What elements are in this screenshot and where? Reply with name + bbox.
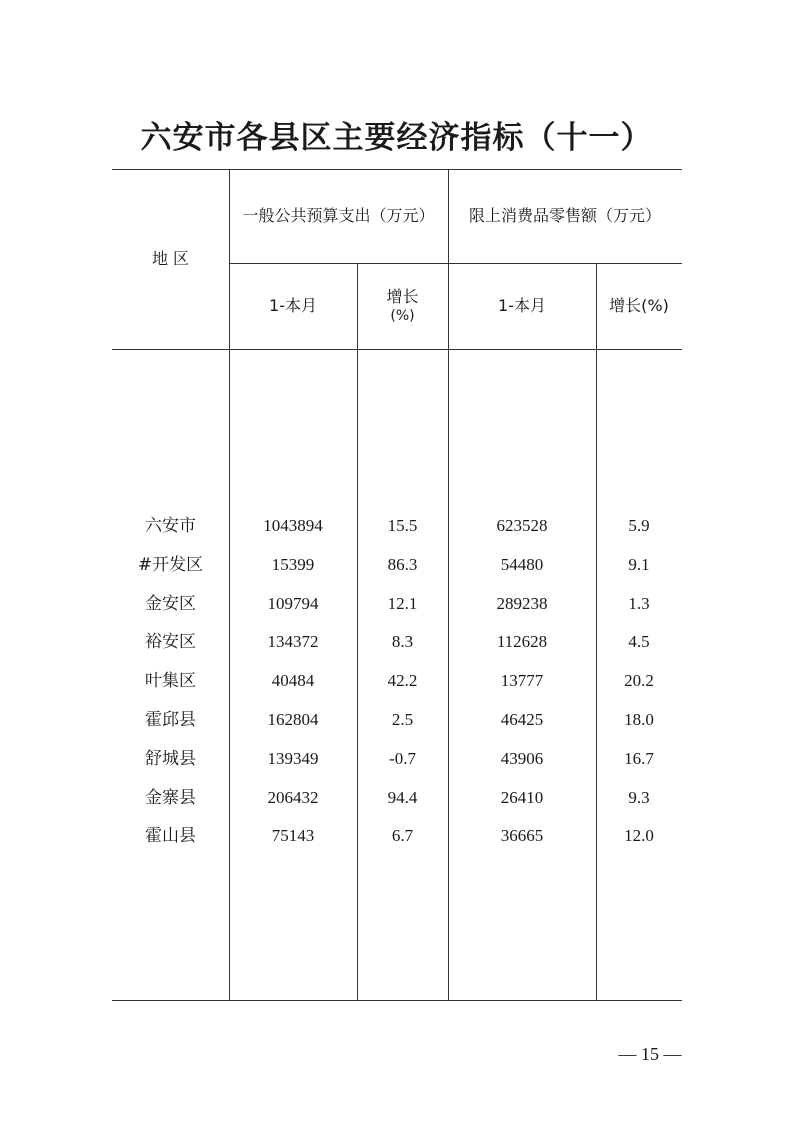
table-row bbox=[0, 745, 793, 773]
cell-region: #开发区 bbox=[137, 554, 204, 575]
cell-budget-growth: 15.5 bbox=[387, 516, 418, 535]
table-row bbox=[0, 667, 793, 695]
header-budget-expenditure: 一般公共预算支出（万元） bbox=[242, 205, 435, 225]
cell-retail-growth: 1.3 bbox=[628, 593, 650, 613]
cell-region: 裕安区 bbox=[145, 632, 196, 653]
cell-retail: 54480 bbox=[500, 554, 544, 574]
cell-budget: 1043894 bbox=[263, 516, 323, 535]
header-budget-ytd: 1-本月 bbox=[269, 295, 317, 315]
cell-retail: 26410 bbox=[500, 787, 544, 807]
table-row bbox=[0, 628, 793, 656]
cell-retail: 112628 bbox=[496, 632, 548, 652]
cell-retail: 46425 bbox=[500, 710, 544, 729]
cell-retail: 623528 bbox=[496, 516, 548, 535]
cell-budget-growth: 86.3 bbox=[387, 554, 418, 574]
cell-retail: 289238 bbox=[496, 593, 548, 613]
cell-budget-growth: 6.7 bbox=[391, 826, 414, 846]
header-retail-ytd: 1-本月 bbox=[498, 295, 546, 315]
table-row bbox=[0, 551, 793, 579]
header-region: 地 区 bbox=[151, 248, 190, 268]
cell-budget-growth: -0.7 bbox=[389, 748, 416, 768]
cell-region: 叶集区 bbox=[145, 671, 196, 692]
cell-region: 金寨县 bbox=[145, 787, 196, 808]
cell-budget: 206432 bbox=[267, 787, 319, 807]
cell-budget-growth: 2.5 bbox=[391, 710, 414, 729]
cell-budget: 162804 bbox=[267, 710, 319, 729]
cell-budget-growth: 94.4 bbox=[387, 787, 418, 807]
cell-region: 霍邱县 bbox=[145, 710, 196, 730]
cell-retail-growth: 5.9 bbox=[628, 516, 650, 535]
cell-budget: 15399 bbox=[271, 554, 315, 574]
cell-budget: 109794 bbox=[267, 593, 319, 613]
header-retail-sales: 限上消费品零售额（万元） bbox=[468, 205, 661, 225]
cell-retail: 13777 bbox=[500, 671, 544, 691]
cell-retail: 43906 bbox=[500, 748, 544, 768]
table-row bbox=[0, 706, 793, 734]
cell-budget: 134372 bbox=[267, 632, 319, 652]
cell-budget: 75143 bbox=[271, 826, 315, 846]
cell-retail-growth: 9.1 bbox=[628, 554, 650, 574]
cell-budget-growth: 12.1 bbox=[387, 593, 418, 613]
table-row bbox=[0, 784, 793, 812]
cell-retail: 36665 bbox=[500, 826, 544, 846]
cell-region: 金安区 bbox=[145, 593, 196, 614]
header-retail-growth: 增长(%) bbox=[609, 295, 669, 315]
page-title: 六安市各县区主要经济指标（十一） bbox=[140, 120, 653, 156]
table-row bbox=[0, 512, 793, 540]
header-budget-growth-unit: (%) bbox=[390, 308, 415, 325]
cell-retail-growth: 4.5 bbox=[628, 632, 650, 652]
cell-budget-growth: 42.2 bbox=[387, 671, 418, 691]
page-number: — 15 — bbox=[618, 1044, 682, 1064]
table-row bbox=[0, 822, 793, 850]
cell-region: 舒城县 bbox=[145, 748, 196, 769]
cell-region: 六安市 bbox=[145, 516, 196, 536]
cell-retail-growth: 20.2 bbox=[624, 671, 654, 691]
table-row bbox=[0, 590, 793, 618]
table-bottom-border bbox=[112, 1000, 682, 1001]
cell-budget: 139349 bbox=[267, 748, 319, 768]
cell-region: 霍山县 bbox=[145, 826, 196, 847]
cell-retail-growth: 9.3 bbox=[628, 787, 650, 807]
cell-budget-growth: 8.3 bbox=[391, 632, 414, 652]
header-budget-growth-label: 增长 bbox=[386, 286, 419, 306]
cell-budget: 40484 bbox=[271, 671, 315, 691]
cell-retail-growth: 16.7 bbox=[624, 748, 654, 768]
header-budget-growth bbox=[357, 263, 448, 349]
cell-retail-growth: 12.0 bbox=[624, 826, 654, 846]
cell-retail-growth: 18.0 bbox=[624, 710, 654, 729]
